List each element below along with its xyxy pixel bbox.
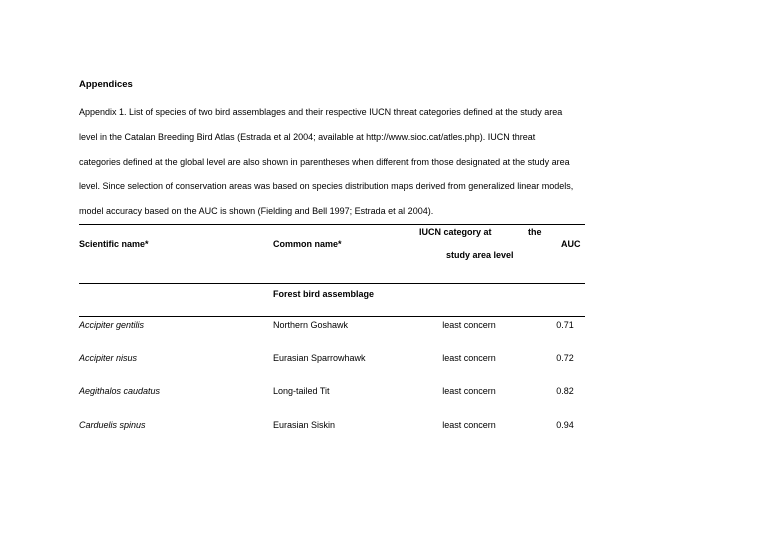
common-name-cell: Eurasian Sparrowhawk — [273, 353, 366, 363]
scientific-name-cell: Carduelis spinus — [79, 420, 146, 430]
caption-line: model accuracy based on the AUC is shown (Fielding and Bell 1997; Estrada et al 2004). — [79, 206, 434, 217]
page-heading: Appendices — [79, 79, 133, 90]
header-iucn-line1: IUCN category at — [419, 227, 492, 237]
section-rule — [79, 316, 585, 317]
header-scientific-name: Scientific name* — [79, 239, 149, 249]
caption-line: level in the Catalan Breeding Bird Atlas (Estrada et al 2004; available at http://www.sioc.cat/atles.php). IUCN threat — [79, 131, 536, 142]
section-title: Forest bird assemblage — [273, 289, 375, 299]
iucn-cell: least concern — [442, 420, 496, 430]
header-iucn-line2: study area level — [446, 250, 514, 260]
caption-line: level. Since selection of conservation areas was based on species distribution maps derived from generalized linear models, — [79, 181, 574, 192]
caption-line: categories defined at the global level are also shown in parentheses when different from those designated at the study area — [79, 156, 570, 167]
auc-cell: 0.94 — [556, 420, 574, 430]
auc-cell: 0.71 — [556, 320, 574, 330]
common-name-cell: Long-tailed Tit — [273, 386, 330, 396]
scientific-name-cell: Accipiter gentilis — [79, 320, 145, 330]
auc-cell: 0.72 — [556, 353, 574, 363]
header-auc: AUC — [561, 239, 581, 249]
caption-line: Appendix 1. List of species of two bird assemblages and their respective IUCN threat categories defined at the study area — [79, 107, 563, 117]
table-top-rule — [79, 224, 585, 225]
iucn-cell: least concern — [442, 386, 496, 396]
iucn-cell: least concern — [442, 353, 496, 363]
common-name-cell: Eurasian Siskin — [273, 420, 336, 430]
header-iucn-the: the — [528, 227, 542, 237]
common-name-cell: Northern Goshawk — [273, 320, 349, 330]
header-bottom-rule — [79, 283, 585, 284]
appendix-caption — [79, 100, 599, 224]
scientific-name-cell: Accipiter nisus — [79, 353, 138, 363]
iucn-cell: least concern — [442, 320, 496, 330]
auc-cell: 0.82 — [556, 386, 574, 396]
scientific-name-cell: Aegithalos caudatus — [79, 386, 161, 396]
header-common-name: Common name* — [273, 239, 342, 249]
